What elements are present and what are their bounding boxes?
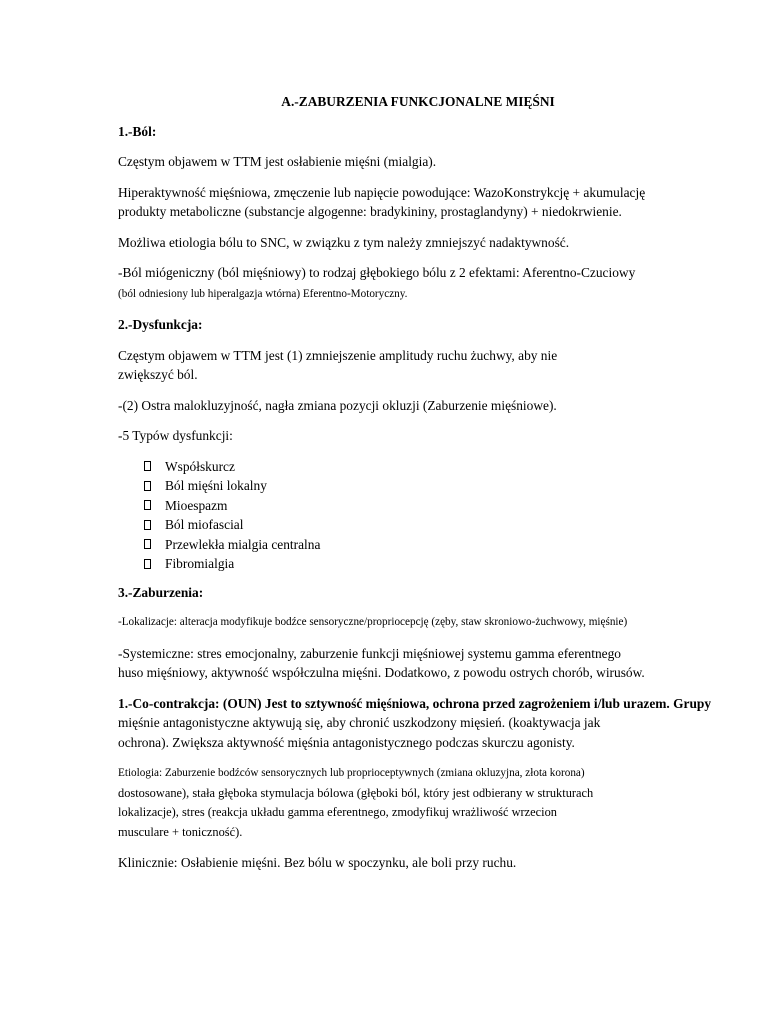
line: ochrona). Zwiększa aktywność mięśnia antagonistycznego podczas skurczu agonisty. [118, 734, 575, 750]
list-item [144, 457, 718, 477]
list-item [144, 554, 718, 574]
list-item-label: Ból miofascial [165, 517, 244, 532]
line: Hiperaktywność mięśniowa, zmęczenie lub napięcie powodujące: WazoKonstrykcję + akumulację [118, 184, 646, 200]
line: huso mięśniowy, aktywność współczulna mięśni. Dodatkowo, z powodu ostrych chorób, wirusów. [118, 665, 645, 680]
checkbox-bullet-icon [144, 539, 151, 549]
paragraph: Częstym objawem w TTM jest osłabienie mięśni (mialgia). [118, 154, 437, 169]
line: Częstym objawem w TTM jest (1) zmniejszenie amplitudy ruchu żuchwy, aby nie [118, 347, 558, 363]
list-item [144, 476, 718, 496]
line: -Ból miógeniczny (ból mięśniowy) to rodzaj głębokiego bólu z 2 efektami: Aferentno-Czuciowy [118, 265, 636, 280]
paragraph: Możliwa etiologia bólu to SNC, w związku z tym należy zmniejszyć nadaktywność. [118, 234, 570, 250]
checkbox-bullet-icon [144, 461, 151, 471]
document-body [118, 92, 718, 884]
list-item-label: Fibromialgia [165, 556, 235, 571]
checkbox-bullet-icon [144, 500, 151, 510]
paragraph: -5 Typów dysfunkcji: [118, 428, 233, 443]
list-item [144, 496, 718, 516]
etiology-paragraph [118, 763, 718, 842]
line: dostosowane), stała głęboka stymulacja bólowa (głęboki ból, który jest odbierany w strukturach [118, 785, 594, 800]
section-heading-dysfunction: 2.-Dysfunkcja: [118, 317, 203, 332]
checkbox-bullet-icon [144, 559, 151, 569]
section-heading-pain: 1.-Ból: [118, 123, 157, 139]
paragraph [118, 644, 718, 683]
list-item [144, 535, 718, 555]
list-item [144, 515, 718, 535]
line: (ból odniesiony lub hiperalgazja wtórna) Eferentno-Motoryczny. [118, 287, 408, 300]
line: produkty metaboliczne (substancje algogenne: bradykininy, prostaglandyny) + niedokrwienie. [118, 204, 622, 219]
list-item-label: Mioespazm [165, 497, 228, 513]
co-contraction-lead: 1.-Co-contrakcja: (OUN) Jest to sztywność mięśniowa, ochrona przed zagrożeniem i/lub urazem. Grupy [118, 695, 712, 711]
list-item-label: Przewlekła mialgia centralna [165, 536, 321, 552]
line: mięśnie antagonistyczne aktywują się, aby chronić uszkodzony mięsień. (koaktywacja jak [118, 715, 601, 730]
paragraph: -(2) Ostra malokluzyjność, nagła zmiana pozycji okluzji (Zaburzenie mięśniowe). [118, 397, 557, 413]
paragraph [118, 694, 718, 753]
document-title: A.-ZABURZENIA FUNKCJONALNE MIĘŚNI [281, 94, 555, 109]
line: musculare + toniczność). [118, 824, 243, 839]
checkbox-bullet-icon [144, 481, 151, 491]
line: Etiologia: Zaburzenie bodźców sensorycznych lub proprioceptywnych (zmiana okluzyjna, złota korona) [118, 767, 585, 779]
checkbox-bullet-icon [144, 520, 151, 530]
line: lokalizacje), stres (reakcja układu gamma eferentnego, zmodyfikuj wrażliwość wrzecion [118, 805, 557, 819]
list-item-label: Ból mięśni lokalny [165, 478, 267, 493]
paragraph [118, 263, 718, 304]
section-heading-disorders: 3.-Zaburzenia: [118, 584, 204, 600]
paragraph [118, 183, 718, 222]
line: zwiększyć ból. [118, 367, 198, 382]
paragraph [118, 346, 718, 385]
list-item-label: Współskurcz [165, 458, 235, 474]
paragraph: -Lokalizacje: alteracja modyfikuje bodźce sensoryczne/propriocepcję (zęby, staw skroniowo-żuchwowy, mięśnie) [118, 616, 628, 628]
paragraph: Klinicznie: Osłabienie mięśni. Bez bólu w spoczynku, ale boli przy ruchu. [118, 855, 517, 870]
line: -Systemiczne: stres emocjonalny, zaburzenie funkcji mięśniowej systemu gamma eferentnego [118, 645, 621, 661]
dysfunction-types-list [118, 457, 718, 574]
